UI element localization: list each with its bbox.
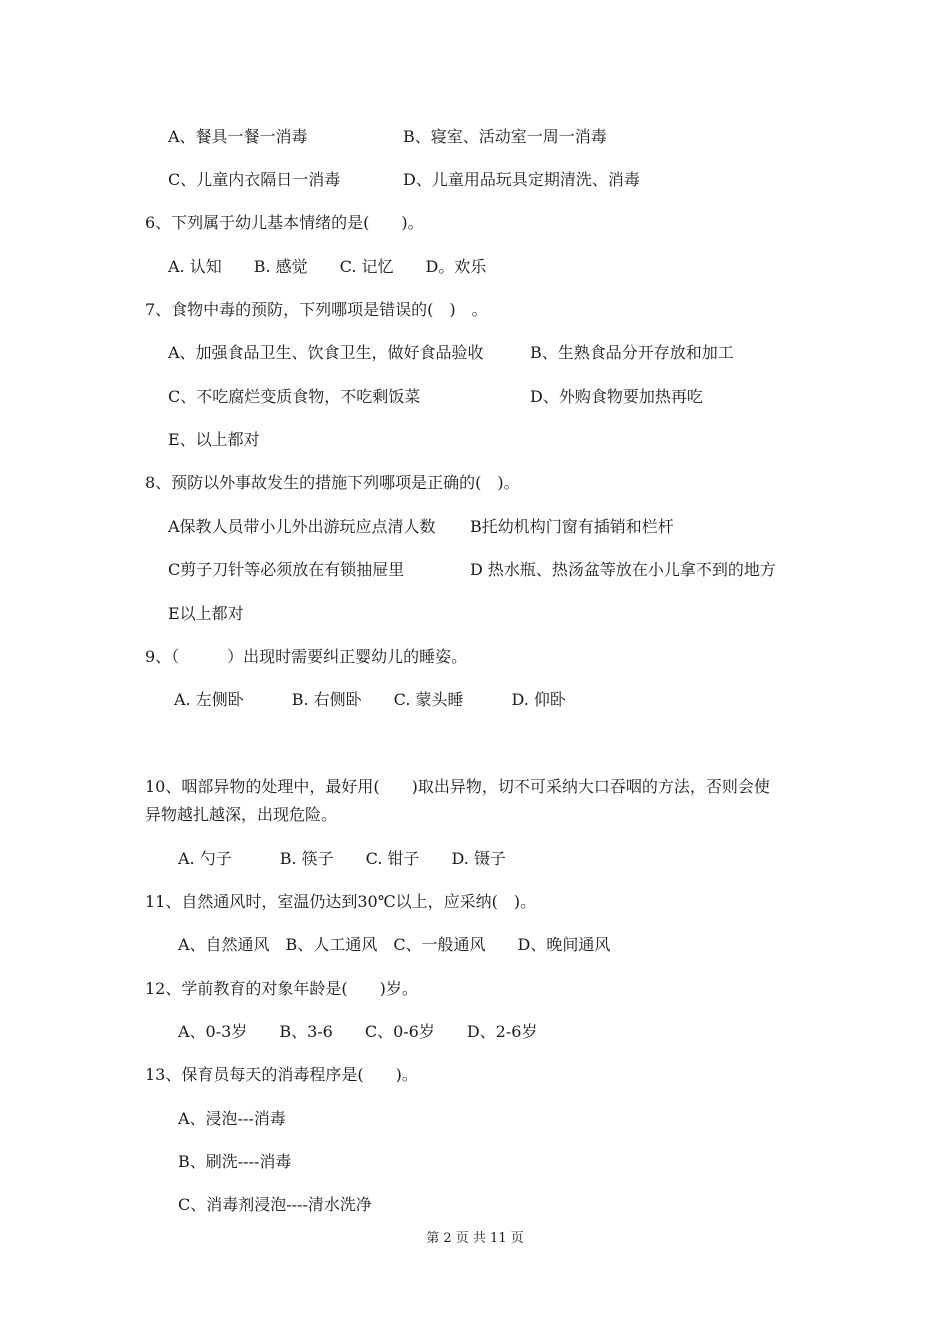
- option-7b: B、生熟食品分开存放和加工: [530, 343, 734, 362]
- option-5c: C、儿童内衣隔日一消毒: [168, 170, 341, 189]
- option-7d: D、外购食物要加热再吃: [530, 387, 703, 406]
- option-8a: A保教人员带小儿外出游玩应点清人数: [168, 517, 436, 536]
- options-9: A. 左侧卧 B. 右侧卧 C. 蒙头睡 D. 仰卧: [174, 690, 566, 709]
- question-12: 12、学前教育的对象年龄是( )岁。: [145, 979, 418, 998]
- option-13c: C、消毒剂浸泡----清水洗净: [178, 1195, 372, 1214]
- options-12: A、0-3岁 B、3-6 C、0-6岁 D、2-6岁: [178, 1022, 538, 1041]
- options-10: A. 勺子 B. 筷子 C. 钳子 D. 镊子: [178, 849, 506, 868]
- question-10-line1: 10、咽部异物的处理中，最好用( )取出异物，切不可采纳大口吞咽的方法，否则会使: [145, 777, 770, 796]
- option-8c: C剪子刀针等必须放在有锁抽屉里: [168, 560, 405, 579]
- question-10-line2: 异物越扎越深，出现危险。: [145, 805, 338, 824]
- question-7: 7、食物中毒的预防，下列哪项是错误的( ) 。: [145, 300, 488, 319]
- option-7e: E、以上都对: [168, 430, 260, 449]
- option-7c: C、不吃腐烂变质食物，不吃剩饭菜: [168, 387, 421, 406]
- options-11: A、自然通风 B、人工通风 C、一般通风 D、晚间通风: [178, 935, 611, 954]
- option-8b: B托幼机构门窗有插销和栏杆: [470, 517, 674, 536]
- question-13: 13、保育员每天的消毒程序是( )。: [145, 1065, 418, 1084]
- option-5b: B、寝室、活动室一周一消毒: [403, 127, 607, 146]
- option-7a: A、加强食品卫生、饮食卫生，做好食品验收: [168, 343, 484, 362]
- page-footer: 第 2 页 共 11 页: [426, 1231, 524, 1246]
- question-6: 6、下列属于幼儿基本情绪的是( )。: [145, 213, 424, 232]
- option-13a: A、浸泡---消毒: [178, 1109, 286, 1128]
- options-6: A. 认知 B. 感觉 C. 记忆 D。欢乐: [168, 257, 487, 276]
- option-5d: D、儿童用品玩具定期清洗、消毒: [403, 170, 640, 189]
- option-8e: E以上都对: [168, 604, 244, 623]
- question-11: 11、自然通风时，室温仍达到30℃以上，应采纳( )。: [145, 892, 537, 911]
- question-9: 9、（ ）出现时需要纠正婴幼儿的睡姿。: [145, 647, 468, 666]
- option-13b: B、刷洗----消毒: [178, 1152, 292, 1171]
- option-8d: D 热水瓶、热汤盆等放在小儿拿不到的地方: [470, 560, 776, 579]
- question-8: 8、预防以外事故发生的措施下列哪项是正确的( )。: [145, 473, 520, 492]
- option-5a: A、餐具一餐一消毒: [168, 127, 308, 146]
